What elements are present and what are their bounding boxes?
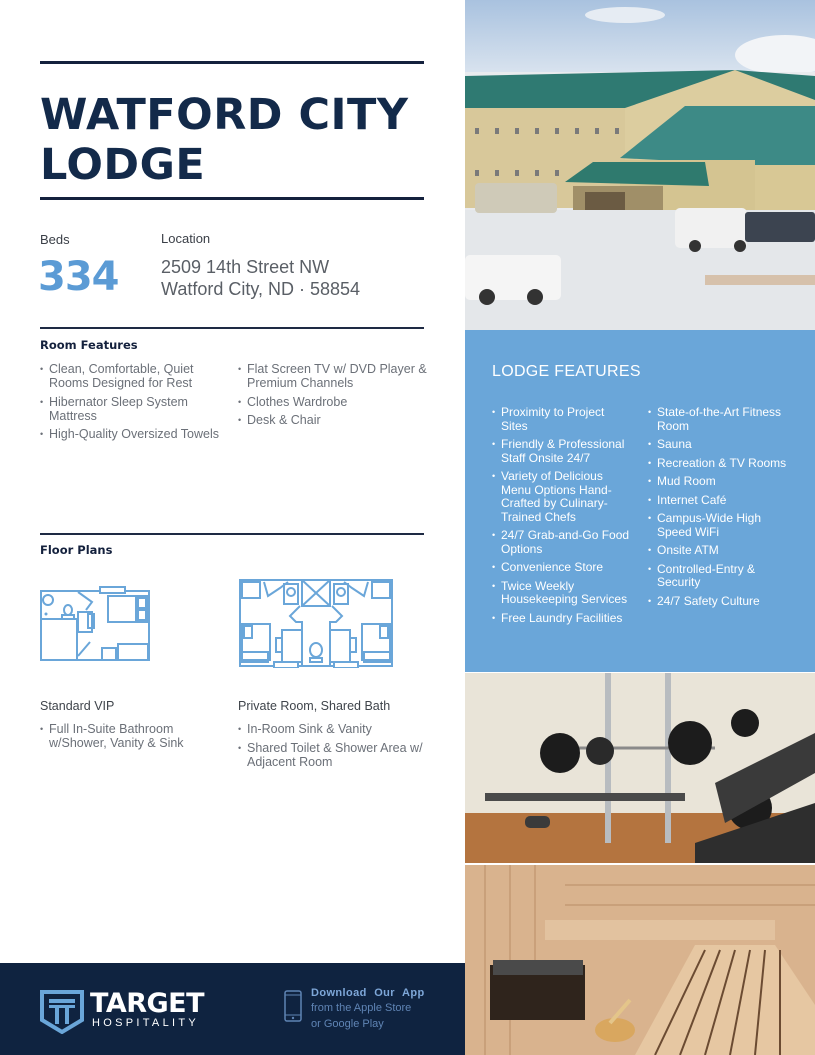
list-item: • Convenience Store	[492, 561, 632, 575]
list-item: • 24/7 Safety Culture	[648, 595, 788, 609]
floor-plans-divider	[40, 533, 424, 535]
list-item: • Internet Café	[648, 494, 788, 508]
list-item: • Variety of Delicious Menu Options Hand-Crafted by Culinary-Trained Chefs	[492, 470, 632, 524]
list-item: • Friendly & Professional Staff Onsite 24/7	[492, 438, 632, 465]
beds-value: 334	[38, 254, 119, 300]
page-title	[40, 90, 440, 190]
app-download-line-3: or Google Play	[311, 1018, 384, 1030]
lodge-features-list-2	[648, 406, 788, 613]
lodge-exterior-photo	[465, 0, 815, 330]
room-features-list-2	[238, 362, 428, 432]
top-divider	[40, 61, 424, 64]
room-features-divider	[40, 327, 424, 329]
list-item: • State-of-the-Art Fitness Room	[648, 406, 788, 433]
phone-icon	[284, 990, 302, 1022]
lodge-features-list-1	[492, 406, 632, 630]
target-hospitality-logo-icon	[40, 990, 84, 1034]
list-item: • Desk & Chair	[238, 413, 428, 427]
list-item: • Full In-Suite Bathroom w/Shower, Vanity & Sink	[40, 722, 220, 750]
list-item: • Twice Weekly Housekeeping Services	[492, 580, 632, 607]
floor-plan-private-shared-icon	[238, 578, 396, 668]
app-download-line-2: from the Apple Store	[311, 1002, 412, 1014]
list-item: • Onsite ATM	[648, 544, 788, 558]
location-label: Location	[161, 231, 211, 246]
app-download-heading[interactable]: Download Our App	[311, 987, 425, 999]
fitness-room-photo	[465, 673, 815, 863]
room-features-heading: Room Features	[40, 338, 138, 352]
room-features-list-1	[40, 362, 220, 446]
list-item: • Clothes Wardrobe	[238, 395, 428, 409]
list-item: • 24/7 Grab-and-Go Food Options	[492, 529, 632, 556]
list-item: • Mud Room	[648, 475, 788, 489]
brand-name: TARGET	[90, 988, 205, 1019]
lodge-features-panel	[465, 330, 815, 672]
list-item: • Campus-Wide High Speed WiFi	[648, 512, 788, 539]
list-item: • Controlled-Entry & Security	[648, 563, 788, 590]
list-item: • Hibernator Sleep System Mattress	[40, 395, 220, 423]
list-item: • Recreation & TV Rooms	[648, 457, 788, 471]
floor-plan-name-standard-vip: Standard VIP	[40, 699, 115, 713]
floor-plan-standard-vip-icon	[40, 586, 152, 662]
title-line-1: WATFORD CITY	[40, 90, 409, 140]
title-divider	[40, 197, 424, 200]
sauna-photo	[465, 865, 815, 1055]
list-item: • In-Room Sink & Vanity	[238, 722, 428, 736]
right-column	[465, 0, 815, 1055]
list-item: • Shared Toilet & Shower Area w/ Adjacent Room	[238, 741, 428, 769]
title-line-2: LODGE	[40, 140, 206, 190]
address-line-2: Watford City, ND · 58854	[161, 279, 361, 299]
beds-label: Beds	[40, 232, 70, 247]
floor-plan-features-standard-vip	[40, 722, 220, 755]
floor-plans-heading: Floor Plans	[40, 543, 113, 557]
brand-subtitle: HOSPITALITY	[92, 1017, 199, 1029]
floor-plan-name-private-shared: Private Room, Shared Bath	[238, 699, 391, 713]
list-item: • High-Quality Oversized Towels	[40, 427, 220, 441]
address-line-1: 2509 14th Street NW	[161, 257, 330, 277]
list-item: • Sauna	[648, 438, 788, 452]
list-item: • Clean, Comfortable, Quiet Rooms Designed for Rest	[40, 362, 220, 390]
list-item: • Flat Screen TV w/ DVD Player & Premium Channels	[238, 362, 428, 390]
list-item: • Proximity to Project Sites	[492, 406, 632, 433]
floor-plan-features-private-shared	[238, 722, 428, 773]
lodge-features-heading: LODGE FEATURES	[492, 363, 641, 380]
list-item: • Free Laundry Facilities	[492, 612, 632, 626]
